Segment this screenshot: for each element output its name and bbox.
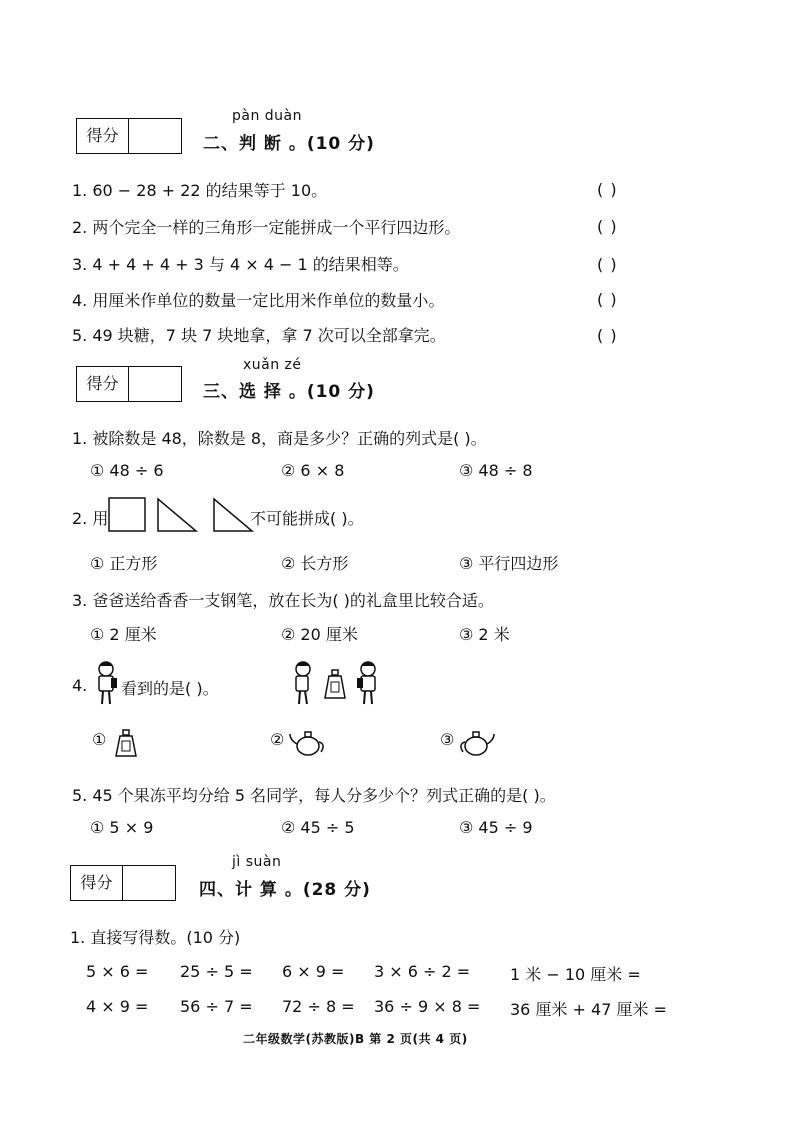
calc-row2-item-4[interactable]: 36 ÷ 9 × 8 = — [374, 997, 481, 1016]
judge-item-3: 3. 4 + 4 + 4 + 3 与 4 × 4 − 1 的结果相等。 — [72, 255, 409, 274]
judge-answer-2[interactable]: ( ) — [597, 217, 618, 236]
judge-answer-4[interactable]: ( ) — [597, 290, 618, 309]
calc-row1-item-1[interactable]: 5 × 6 = — [86, 962, 149, 981]
choice-q4-option-1[interactable]: ① — [92, 730, 107, 749]
choice-q5-option-2[interactable]: ② 45 ÷ 5 — [281, 818, 355, 837]
calc-row1-item-5[interactable]: 1 米 − 10 厘米 = — [510, 965, 641, 984]
choice-question-4-suffix: 看到的是( )。 — [121, 679, 219, 698]
choice-q3-option-2[interactable]: ② 20 厘米 — [281, 625, 358, 644]
choice-q5-option-3[interactable]: ③ 45 ÷ 9 — [459, 818, 533, 837]
section-pinyin-judge: pàn duàn — [232, 108, 303, 124]
judge-answer-1[interactable]: ( ) — [597, 180, 618, 199]
judge-answer-3[interactable]: ( ) — [597, 255, 618, 274]
child-back-view-icon — [356, 660, 382, 708]
child-side-view-icon — [290, 660, 316, 708]
page-footer: 二年级数学(苏教版)B 第 2 页(共 4 页) — [243, 1032, 468, 1046]
calc-row2-item-2[interactable]: 56 ÷ 7 = — [180, 997, 253, 1016]
choice-q1-option-2[interactable]: ② 6 × 8 — [281, 461, 345, 480]
choice-question-1: 1. 被除数是 48，除数是 8，商是多少？正确的列式是( )。 — [72, 429, 487, 448]
judge-item-2: 2. 两个完全一样的三角形一定能拼成一个平行四边形。 — [72, 218, 461, 237]
choice-question-5: 5. 45 个果冻平均分给 5 名同学，每人分多少个？列式正确的是( )。 — [72, 786, 556, 805]
calc-row1-item-3[interactable]: 6 × 9 = — [282, 962, 345, 981]
section-title-judge: 二、判 断 。(10 分) — [203, 134, 375, 154]
choice-q3-option-3[interactable]: ③ 2 米 — [459, 625, 510, 644]
choice-q2-option-3[interactable]: ③ 平行四边形 — [459, 554, 559, 573]
judge-answer-5[interactable]: ( ) — [597, 326, 618, 345]
right-triangle-shape-icon — [156, 497, 198, 533]
choice-q2-option-2[interactable]: ② 长方形 — [281, 554, 349, 573]
teapot-side-view-icon — [288, 728, 328, 760]
calc-row2-item-1[interactable]: 4 × 9 = — [86, 997, 149, 1016]
choice-q1-option-3[interactable]: ③ 48 ÷ 8 — [459, 461, 533, 480]
judge-item-1: 1. 60 − 28 + 22 的结果等于 10。 — [72, 181, 328, 200]
choice-q3-option-1[interactable]: ① 2 厘米 — [90, 625, 157, 644]
score-box-calc — [70, 865, 176, 901]
teapot-side-view-reversed-icon — [456, 728, 496, 760]
score-label: 得分 — [77, 367, 129, 401]
section-pinyin-calc: jì suàn — [232, 854, 282, 870]
choice-question-2-prefix: 2. 用 — [72, 509, 109, 528]
section-title-choice: 三、选 择 。(10 分) — [203, 382, 375, 402]
child-figure-icon — [94, 660, 120, 708]
score-box-judge — [76, 118, 182, 154]
teapot-object-icon — [322, 668, 348, 702]
choice-q4-option-2[interactable]: ② — [270, 730, 285, 749]
choice-q5-option-1[interactable]: ① 5 × 9 — [90, 818, 154, 837]
section-title-calc: 四、计 算 。(28 分) — [199, 880, 371, 900]
square-shape-icon — [108, 497, 148, 533]
score-label: 得分 — [77, 119, 129, 153]
choice-question-4-prefix: 4. — [72, 676, 88, 695]
calc-row2-item-3[interactable]: 72 ÷ 8 = — [282, 997, 355, 1016]
judge-item-4: 4. 用厘米作单位的数量一定比用米作单位的数量小。 — [72, 291, 445, 310]
choice-question-2-suffix: 不可能拼成( )。 — [250, 509, 364, 528]
score-label: 得分 — [71, 866, 123, 900]
section-pinyin-choice: xuǎn zé — [243, 357, 302, 373]
judge-item-5: 5. 49 块糖，7 块 7 块地拿，拿 7 次可以全部拿完。 — [72, 326, 446, 345]
choice-q4-option-3[interactable]: ③ — [440, 730, 455, 749]
calc-subtitle: 1. 直接写得数。(10 分) — [70, 928, 241, 947]
calc-row1-item-4[interactable]: 3 × 6 ÷ 2 = — [374, 962, 471, 981]
score-box-choice — [76, 366, 182, 402]
teapot-front-view-icon — [114, 728, 138, 760]
right-triangle-shape-icon-2 — [212, 497, 254, 533]
calc-row1-item-2[interactable]: 25 ÷ 5 = — [180, 962, 253, 981]
choice-question-3: 3. 爸爸送给香香一支钢笔，放在长为( )的礼盒里比较合适。 — [72, 591, 494, 610]
choice-q1-option-1[interactable]: ① 48 ÷ 6 — [90, 461, 164, 480]
calc-row2-item-5[interactable]: 36 厘米 + 47 厘米 = — [510, 1000, 667, 1019]
choice-q2-option-1[interactable]: ① 正方形 — [90, 554, 158, 573]
